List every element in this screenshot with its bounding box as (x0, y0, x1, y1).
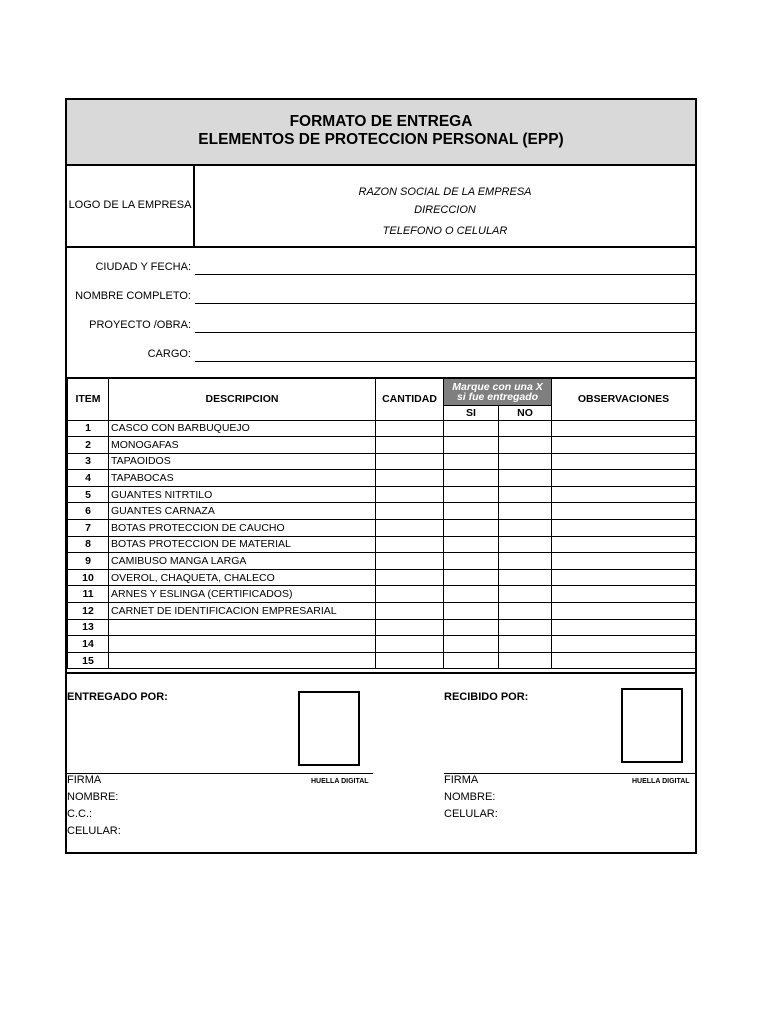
no-checkbox-cell[interactable] (499, 569, 552, 586)
table-row (68, 453, 696, 470)
item-description-cell: CASCO CON BARBUQUEJO (109, 420, 376, 437)
info-row-nombre (67, 282, 695, 304)
table-row (68, 520, 696, 537)
table-row (68, 652, 696, 669)
table-row (68, 536, 696, 553)
info-row-proyecto (67, 311, 695, 333)
item-number-cell: 10 (68, 569, 109, 586)
col-header-no: NO (499, 405, 552, 420)
table-row (68, 569, 696, 586)
observaciones-cell[interactable] (552, 553, 696, 570)
recibido-fingerprint-box[interactable] (621, 688, 683, 763)
item-number-cell: 4 (68, 470, 109, 487)
item-description-cell: TAPAOIDOS (109, 453, 376, 470)
table-row (68, 553, 696, 570)
item-number-cell: 11 (68, 586, 109, 603)
cantidad-cell[interactable] (376, 420, 444, 437)
cantidad-cell[interactable] (376, 569, 444, 586)
table-row (68, 586, 696, 603)
col-header-item: ITEM (68, 378, 109, 420)
form-subtitle: ELEMENTOS DE PROTECCION PERSONAL (EPP) (198, 131, 564, 148)
cantidad-cell[interactable] (376, 437, 444, 454)
observaciones-cell[interactable] (552, 486, 696, 503)
item-description-cell (109, 652, 376, 669)
observaciones-cell[interactable] (552, 603, 696, 620)
cantidad-cell[interactable] (376, 520, 444, 537)
item-number-cell: 6 (68, 503, 109, 520)
no-checkbox-cell[interactable] (499, 420, 552, 437)
no-checkbox-cell[interactable] (499, 636, 552, 653)
cantidad-cell[interactable] (376, 636, 444, 653)
observaciones-cell[interactable] (552, 520, 696, 537)
table-row (68, 420, 696, 437)
entregado-nombre-label: NOMBRE: (67, 791, 119, 803)
recibido-huella-label: HUELLA DIGITAL (632, 778, 690, 785)
item-description-cell: TAPABOCAS (109, 470, 376, 487)
epp-delivery-form (65, 98, 697, 854)
si-checkbox-cell[interactable] (444, 503, 499, 520)
no-checkbox-cell[interactable] (499, 536, 552, 553)
table-row (68, 503, 696, 520)
item-description-cell: CAMIBUSO MANGA LARGA (109, 553, 376, 570)
entregado-fingerprint-box[interactable] (298, 691, 360, 766)
item-description-cell: BOTAS PROTECCION DE CAUCHO (109, 520, 376, 537)
item-description-cell: ARNES Y ESLINGA (CERTIFICADOS) (109, 586, 376, 603)
entregado-signature-line[interactable] (67, 773, 373, 774)
no-checkbox-cell[interactable] (499, 652, 552, 669)
info-label: CARGO: (147, 348, 191, 360)
item-number-cell: 12 (68, 603, 109, 620)
si-checkbox-cell[interactable] (444, 652, 499, 669)
table-row (68, 486, 696, 503)
item-number-cell: 5 (68, 486, 109, 503)
epp-items-table (67, 377, 696, 669)
cantidad-cell[interactable] (376, 652, 444, 669)
no-checkbox-cell[interactable] (499, 619, 552, 636)
cantidad-cell[interactable] (376, 503, 444, 520)
no-checkbox-cell[interactable] (499, 453, 552, 470)
info-row-ciudad-fecha (67, 253, 695, 275)
recibido-signature-line[interactable] (444, 773, 695, 774)
observaciones-cell[interactable] (552, 569, 696, 586)
observaciones-cell[interactable] (552, 652, 696, 669)
entregado-por-heading: ENTREGADO POR: (67, 691, 168, 703)
observaciones-cell[interactable] (552, 437, 696, 454)
entregado-huella-label: HUELLA DIGITAL (311, 778, 369, 785)
item-description-cell (109, 636, 376, 653)
cantidad-cell[interactable] (376, 619, 444, 636)
cantidad-cell[interactable] (376, 586, 444, 603)
si-checkbox-cell[interactable] (444, 619, 499, 636)
no-checkbox-cell[interactable] (499, 503, 552, 520)
si-checkbox-cell[interactable] (444, 536, 499, 553)
item-number-cell: 7 (68, 520, 109, 537)
info-label: PROYECTO /OBRA: (89, 319, 191, 331)
table-row (68, 470, 696, 487)
marque-line1: Marque con una X (452, 380, 543, 393)
si-checkbox-cell[interactable] (444, 569, 499, 586)
recibido-celular-label: CELULAR: (444, 808, 498, 820)
company-name: RAZON SOCIAL DE LA EMPRESA (358, 186, 532, 198)
item-description-cell: OVEROL, CHAQUETA, CHALECO (109, 569, 376, 586)
item-number-cell: 2 (68, 437, 109, 454)
item-number-cell: 9 (68, 553, 109, 570)
cargo-field[interactable] (195, 339, 695, 362)
cantidad-cell[interactable] (376, 536, 444, 553)
no-checkbox-cell[interactable] (499, 437, 552, 454)
observaciones-cell[interactable] (552, 636, 696, 653)
no-checkbox-cell[interactable] (499, 486, 552, 503)
company-logo-placeholder (67, 164, 195, 246)
observaciones-cell[interactable] (552, 453, 696, 470)
proyecto-obra-field[interactable] (195, 310, 695, 333)
item-number-cell: 14 (68, 636, 109, 653)
item-description-cell: GUANTES CARNAZA (109, 503, 376, 520)
table-row (68, 437, 696, 454)
form-title: FORMATO DE ENTREGA (289, 113, 473, 130)
employee-info-section (67, 248, 695, 378)
cantidad-cell[interactable] (376, 486, 444, 503)
si-checkbox-cell[interactable] (444, 420, 499, 437)
observaciones-cell[interactable] (552, 420, 696, 437)
no-checkbox-cell[interactable] (499, 603, 552, 620)
recibido-nombre-label: NOMBRE: (444, 791, 496, 803)
no-checkbox-cell[interactable] (499, 553, 552, 570)
item-number-cell: 8 (68, 536, 109, 553)
cantidad-cell[interactable] (376, 453, 444, 470)
nombre-completo-field[interactable] (195, 281, 695, 304)
table-row (68, 619, 696, 636)
info-label: NOMBRE COMPLETO: (75, 290, 191, 302)
cantidad-cell[interactable] (376, 470, 444, 487)
info-row-cargo (67, 340, 695, 362)
col-header-cantidad: CANTIDAD (376, 378, 444, 420)
info-label: CIUDAD Y FECHA: (95, 261, 191, 273)
no-checkbox-cell[interactable] (499, 520, 552, 537)
signature-section (67, 672, 695, 852)
col-header-descripcion: DESCRIPCION (109, 378, 376, 420)
cantidad-cell[interactable] (376, 603, 444, 620)
entregado-firma-label: FIRMA (67, 774, 102, 786)
si-checkbox-cell[interactable] (444, 636, 499, 653)
col-header-si: SI (444, 405, 499, 420)
si-checkbox-cell[interactable] (444, 453, 499, 470)
no-checkbox-cell[interactable] (499, 470, 552, 487)
observaciones-cell[interactable] (552, 586, 696, 603)
no-checkbox-cell[interactable] (499, 586, 552, 603)
ciudad-fecha-field[interactable] (195, 252, 695, 275)
item-number-cell: 3 (68, 453, 109, 470)
si-checkbox-cell[interactable] (444, 486, 499, 503)
item-description-cell (109, 619, 376, 636)
si-checkbox-cell[interactable] (444, 603, 499, 620)
logo-label: LOGO DE LA EMPRESA (68, 199, 192, 211)
observaciones-cell[interactable] (552, 470, 696, 487)
item-number-cell: 13 (68, 619, 109, 636)
item-description-cell: CARNET DE IDENTIFICACION EMPRESARIAL (109, 603, 376, 620)
si-checkbox-cell[interactable] (444, 586, 499, 603)
si-checkbox-cell[interactable] (444, 470, 499, 487)
marque-line2: si fue entregado (456, 390, 539, 403)
si-checkbox-cell[interactable] (444, 553, 499, 570)
item-description-cell: BOTAS PROTECCION DE MATERIAL (109, 536, 376, 553)
recibido-por-heading: RECIBIDO POR: (444, 691, 529, 703)
cantidad-cell[interactable] (376, 553, 444, 570)
item-description-cell: GUANTES NITRTILO (109, 486, 376, 503)
company-section (67, 164, 695, 248)
table-row (68, 603, 696, 620)
col-header-marque (444, 378, 552, 405)
company-phone: TELEFONO O CELULAR (382, 225, 508, 237)
observaciones-cell[interactable] (552, 503, 696, 520)
item-number-cell: 1 (68, 420, 109, 437)
entregado-cc-label: C.C.: (67, 808, 93, 820)
form-title-bar (67, 100, 695, 166)
si-checkbox-cell[interactable] (444, 520, 499, 537)
item-description-cell: MONOGAFAS (109, 437, 376, 454)
table-row (68, 636, 696, 653)
item-number-cell: 15 (68, 652, 109, 669)
si-checkbox-cell[interactable] (444, 437, 499, 454)
observaciones-cell[interactable] (552, 619, 696, 636)
observaciones-cell[interactable] (552, 536, 696, 553)
company-address: DIRECCION (414, 204, 476, 216)
entregado-celular-label: CELULAR: (67, 825, 121, 837)
recibido-firma-label: FIRMA (444, 774, 479, 786)
col-header-observaciones: OBSERVACIONES (552, 378, 696, 420)
